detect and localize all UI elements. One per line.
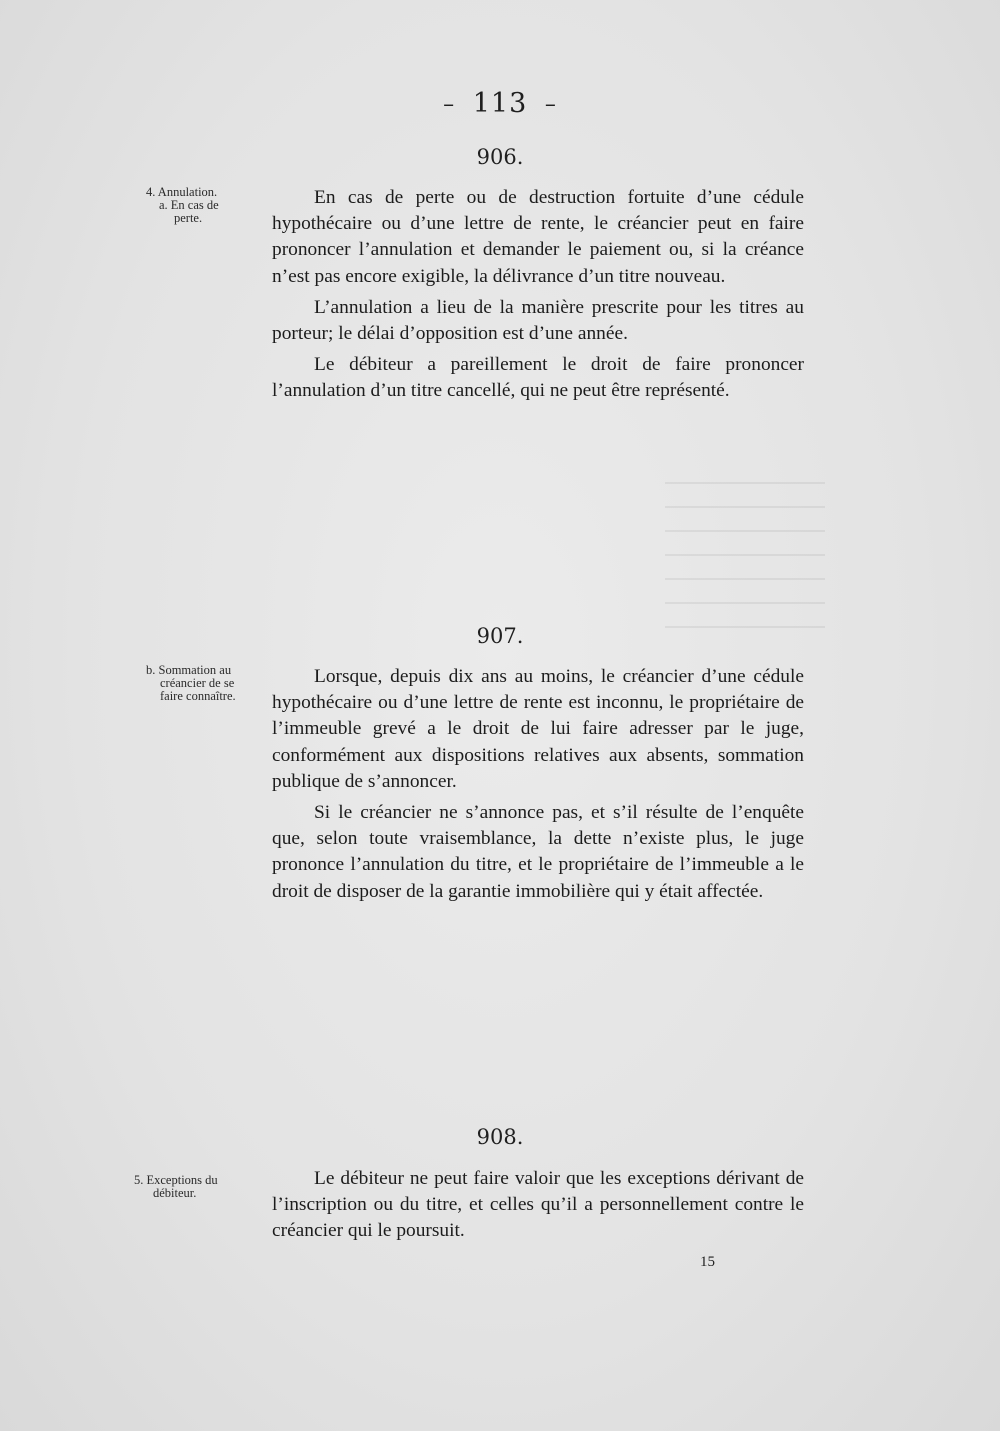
signature-number: 15 [700,1254,715,1270]
article-number: 908. [476,1125,524,1149]
article-number: 907. [476,624,524,648]
margin-note-line: 5. Exceptions du [134,1173,218,1187]
margin-note [146,186,261,225]
article-number: 906. [476,145,524,169]
paragraph: Le débiteur ne peut faire valoir que les exceptions dérivant de l’inscription ou du titre, et celles qu’il a personnellement contre le créancier qui le poursuit. [272,1168,804,1242]
header-dash-left: – [443,92,456,117]
margin-note-line: b. Sommation au [146,663,232,677]
page-number: 113 [472,88,528,119]
paragraph: Si le créancier ne s’annonce pas, et s’il résulte de l’enquête que, selon toute vraisemblance, la dette n’existe plus, le juge prononce l’annulation du titre, et le propriétaire de l’immeuble a le droit de disposer de la garantie immobilière qui y était affectée. [272,802,804,902]
article-text [272,1166,804,1250]
article-text [272,664,804,910]
margin-note-line: 4. Annulation. [146,185,218,199]
paragraph: Lorsque, depuis dix ans au moins, le créancier d’une cédule hypothécaire ou d’une lettre de rente est inconnu, le propriétaire de l’immeuble grevé a le droit de lui faire adresser par le juge, conformément aux dispositions relatives aux absents, sommation publique de s’annoncer. [272,666,804,792]
paragraph: Le débiteur a pareillement le droit de faire prononcer l’annulation d’un titre cancellé, qui ne peut être représenté. [272,354,804,402]
show-through-shadow [665,478,825,628]
paragraph: En cas de perte ou de destruction fortuite d’une cédule hypothécaire ou d’une lettre de rente, le créancier peut en faire prononcer l’annulation et demander le paiement ou, si la créance n’est pas encore exigible, la délivrance d’un titre nouveau. [272,187,804,287]
paragraph: L’annulation a lieu de la manière prescrite pour les titres au porteur; le délai d’opposition est d’une année. [272,296,804,345]
running-header [0,88,1000,119]
margin-note-line: perte. [174,211,203,225]
margin-note-line: débiteur. [153,1186,197,1200]
header-dash-right: – [544,92,557,117]
margin-note [146,664,268,703]
margin-note-line: créancier de se [160,676,235,690]
article-text [272,185,804,410]
margin-note-line: a. En cas de [159,198,219,212]
margin-note [134,1174,256,1200]
margin-note-line: faire connaître. [160,689,236,703]
